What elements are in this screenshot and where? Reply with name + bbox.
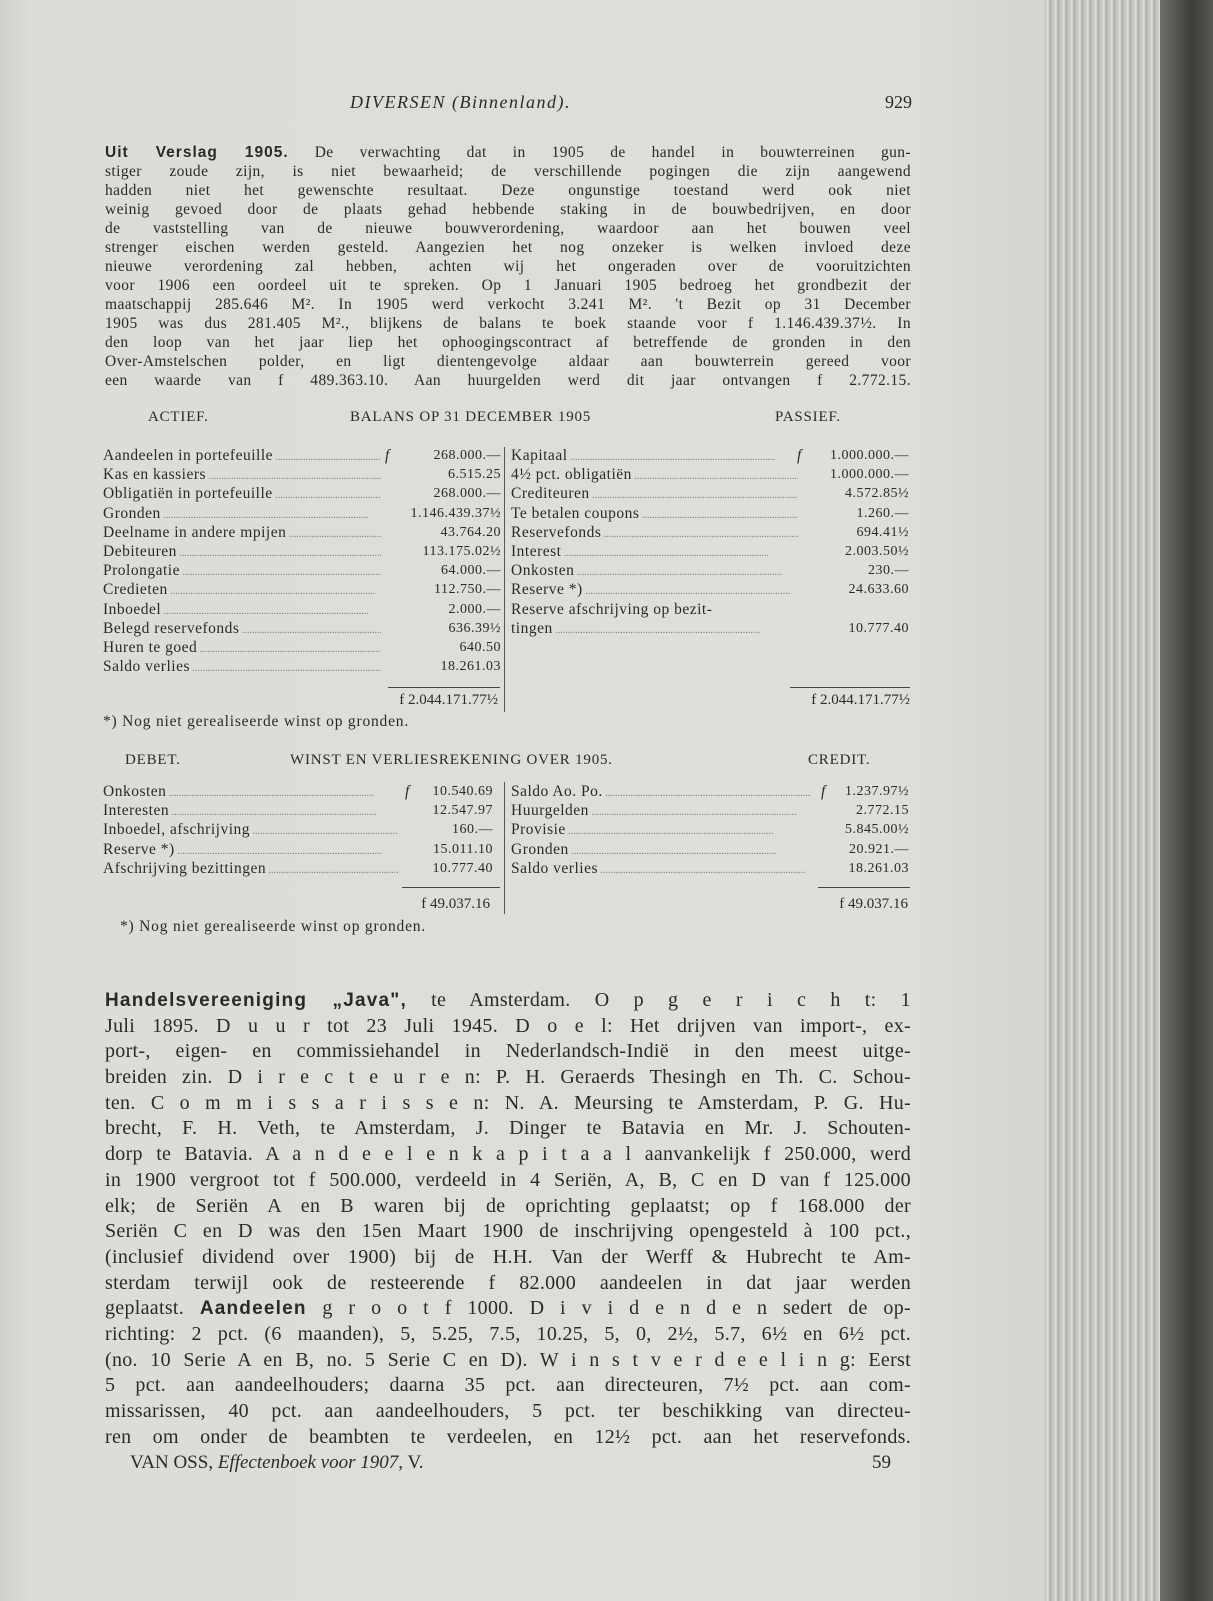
row-value: 160.— [452, 822, 493, 838]
text-run: stiger zoude zijn, is niet bewaarheid; de verschillende pogingen die zijn aangewend [105, 163, 911, 180]
row-label: Reserve *) ..... [511, 580, 798, 601]
row-value: 18.261.03 [848, 860, 909, 876]
text-run: elk; de Seriën A en B waren bij de oprichting geplaatst; op f 168.000 der [105, 1194, 911, 1217]
table-row [511, 840, 909, 859]
currency-sign: f [405, 783, 410, 800]
row-value: 12.547.97 [432, 803, 493, 819]
total-actief: f 2.044.171.77½ [399, 692, 498, 708]
table-row [103, 542, 501, 561]
text-line [105, 143, 911, 162]
text-line [105, 1091, 911, 1117]
column-divider [504, 447, 505, 712]
row-value: 640.50 [459, 640, 501, 655]
currency-sign: f [797, 447, 802, 464]
row-value: 113.175.02½ [422, 544, 501, 559]
footer-book: Effectenboek voor 1907, [217, 1452, 404, 1473]
text-line [105, 314, 911, 333]
total-passief: f 2.044.171.77½ [811, 692, 910, 708]
row-label: Prolongatie ..... [103, 561, 381, 582]
total-debet: f 49.037.16 [421, 896, 490, 912]
text-run: Juli 1895. D u u r tot 23 Juli 1945. D o e l: Het drijven van import-, ex- [105, 1014, 911, 1037]
table-row [103, 523, 501, 542]
table-row [103, 465, 501, 484]
text-run: nieuwe verordening zal hebben, achten wij het ongeraden over de vooruitzichten [105, 258, 911, 275]
table-row [511, 504, 909, 523]
text-run: g r o o t f 1000. D i v i d e n d e n sedert de op- [322, 1297, 911, 1320]
row-label: Te betalen coupons ..... [511, 504, 798, 525]
table-row [511, 446, 909, 465]
row-value: 1.000.000.— [830, 448, 909, 463]
table-row [103, 504, 501, 523]
text-line [105, 200, 911, 219]
text-run: De verwachting dat in 1905 de handel in bouwterreinen gun- [314, 144, 911, 161]
footer-author: VAN OSS, [130, 1452, 214, 1473]
running-header: DIVERSEN (Binnenland). [350, 92, 571, 112]
text-run: Over-Amstelschen polder, en ligt dientengevolge aldaar aan bouwterrein gereed voor [105, 353, 911, 370]
row-value: 268.000.— [433, 448, 501, 463]
debet-header: DEBET. [125, 752, 181, 768]
bold-run: Uit Verslag 1905. [105, 144, 289, 161]
text-run: ten. C o m m i s s a r i s s e n: N. A. Meursing te Amsterdam, P. G. Hu- [105, 1091, 911, 1114]
table-row [103, 657, 501, 676]
table-row [103, 859, 493, 878]
row-value: 15.011.10 [433, 841, 493, 857]
row-label: Reserve afschrijving op bezit- [511, 600, 713, 618]
text-run: in 1900 vergroot tot f 500.000, verdeeld in 4 Seriën, A, B, C en D van f 125.000 [105, 1168, 911, 1191]
text-line [105, 181, 911, 200]
table-row [511, 820, 909, 839]
row-value: 43.764.20 [440, 524, 501, 540]
balans-footnote: *) Nog niet gerealiseerde winst op gronden. [103, 713, 409, 730]
book-cover-edge [1160, 0, 1213, 1601]
table-row [511, 465, 909, 484]
row-label: 4½ pct. obligatiën ..... [511, 465, 798, 486]
text-run: 1905 was dus 281.405 M²., blijkens de balans te boek staande voor f 1.146.439.37½. In [105, 315, 911, 332]
bold-run: Aandeelen [199, 1298, 307, 1320]
text-run: een waarde van f 489.363.10. Aan huurgelden werd dit jaar ontvangen f 2.772.15. [105, 372, 911, 389]
java-paragraph [105, 988, 911, 1450]
text-line [105, 257, 911, 276]
row-label: Afschrijving bezittingen ..... [103, 859, 398, 880]
text-line [105, 276, 911, 295]
text-line [105, 295, 911, 314]
row-label: Inboedel ..... [103, 600, 381, 621]
row-label: Deelname in andere mpijen ..... [103, 523, 381, 544]
row-value: 10.777.40 [848, 620, 909, 636]
text-run: port-, eigen- en commissiehandel in Nederlandsch-Indië in den meest uitge- [105, 1040, 911, 1063]
text-line [105, 1014, 911, 1040]
text-run: brecht, F. H. Veth, te Amsterdam, J. Dinger te Batavia en Mr. J. Schouten- [105, 1117, 911, 1140]
text-line [105, 219, 911, 238]
table-row [511, 600, 909, 619]
table-row [511, 484, 909, 503]
row-value: 112.750.— [434, 582, 501, 598]
row-label: Aandeelen in portefeuille ..... [103, 446, 381, 467]
row-label: Interesten ..... [103, 801, 398, 822]
text-line [105, 1219, 911, 1245]
text-line [105, 1296, 911, 1322]
currency-sign: f [821, 783, 826, 800]
table-row [103, 782, 493, 801]
text-run: missarissen, 40 pct. aan aandeelhouders, 5 pct. ter beschikking van directeu- [105, 1400, 911, 1422]
row-value: 2.772.15 [856, 803, 909, 819]
text-run: 5 pct. aan aandeelhouders; daarna 35 pct. aan directeuren, 7½ pct. aan com- [105, 1374, 911, 1397]
row-label: Inboedel, afschrijving ..... [103, 820, 398, 841]
table-row [103, 580, 501, 599]
row-value: 24.633.60 [848, 582, 909, 598]
text-line [105, 238, 911, 257]
table-row [103, 484, 501, 503]
row-label: Kas en kassiers ..... [103, 465, 381, 486]
signature-mark: 59 [872, 1452, 891, 1473]
table-row [511, 782, 909, 801]
row-value: 6.515.25 [448, 467, 501, 483]
total-credit: f 49.037.16 [839, 896, 908, 912]
table-row [511, 542, 909, 561]
sum-rule [790, 687, 910, 688]
row-label: Onkosten ..... [103, 782, 398, 803]
passief-header: PASSIEF. [775, 409, 841, 425]
row-label: Obligatiën in portefeuille ..... [103, 484, 381, 505]
row-label: tingen ..... [511, 619, 798, 640]
text-line [105, 371, 911, 390]
text-line [105, 333, 911, 352]
row-value: 10.540.69 [432, 784, 493, 799]
row-value: 1.146.439.37½ [410, 505, 501, 521]
row-label: Saldo verlies ..... [511, 859, 816, 880]
winst-footnote: *) Nog niet gerealiseerde winst op gronden. [120, 918, 426, 935]
row-label: Onkosten ..... [511, 561, 798, 582]
text-line [105, 1194, 911, 1220]
text-line [105, 1142, 911, 1168]
page-footer [130, 1452, 423, 1474]
row-label: Credieten ..... [103, 580, 381, 601]
text-run: dorp te Batavia. A a n d e e l e n k a p i t a a l aanvankelijk f 250.000, werd [105, 1143, 911, 1166]
table-row [511, 523, 909, 542]
row-value: 230.— [868, 563, 909, 579]
row-value: 18.261.03 [440, 659, 501, 675]
row-label: Gronden ..... [103, 504, 381, 525]
row-value: 4.572.85½ [845, 486, 909, 502]
row-label: Saldo Ao. Po. ..... [511, 782, 816, 803]
bold-run: Handelsvereeniging „Java", [105, 990, 407, 1011]
sum-rule [818, 887, 910, 888]
row-label: Debiteuren ..... [103, 542, 381, 563]
text-run: breiden zin. D i r e c t e u r e n: P. H. Geraerds Thesingh en Th. C. Schou- [105, 1066, 911, 1089]
text-line [105, 1348, 911, 1374]
row-value: 64.000.— [441, 563, 501, 579]
text-run: weinig gevoed door de plaats gehad hebbende staking in de bouwbedrijven, en door [105, 201, 911, 218]
text-run: den loop van het jaar liep het ophoogingscontract af betreffende de gronden in den [105, 334, 911, 351]
row-label: Crediteuren ..... [511, 484, 798, 505]
row-value: 2.000.— [448, 601, 501, 617]
table-row [103, 619, 501, 638]
table-row [103, 600, 501, 619]
text-run: Seriën C en D was den 15en Maart 1900 de inschrijving opengesteld à 100 pct., [105, 1220, 911, 1243]
currency-sign: f [385, 447, 390, 464]
table-row [103, 801, 493, 820]
table-row [103, 840, 493, 859]
row-value: 636.39½ [448, 620, 501, 636]
text-line [105, 1039, 911, 1065]
row-label: Reservefonds ..... [511, 523, 798, 544]
text-line [105, 1425, 911, 1451]
text-run: te Amsterdam. O p g e r i c h t: 1 [431, 989, 911, 1011]
verslag-paragraph [105, 143, 911, 390]
row-label: Saldo verlies ..... [103, 657, 381, 678]
winst-title: WINST EN VERLIESREKENING OVER 1905. [290, 752, 613, 768]
text-line [105, 1399, 911, 1425]
row-value: 20.921.— [849, 841, 909, 857]
row-label: Gronden ..... [511, 840, 816, 861]
actief-header: ACTIEF. [148, 409, 209, 425]
row-value: 1.260.— [856, 505, 909, 521]
text-run: richting: 2 pct. (6 maanden), 5, 5.25, 7.5, 10.25, 5, 0, 2½, 5.7, 6½ en 6½ pct. [105, 1322, 911, 1345]
text-run: sterdam terwijl ook de resteerende f 82.000 aandeelen in dat jaar werden [105, 1271, 911, 1294]
row-label: Huren te goed ..... [103, 638, 381, 659]
sum-rule [388, 687, 500, 688]
row-value: 694.41½ [856, 524, 909, 540]
text-run: de vaststelling van de nieuwe bouwverordening, waardoor aan het bouwen veel [105, 220, 911, 237]
balans-title: BALANS OP 31 DECEMBER 1905 [350, 409, 592, 425]
row-label: Interest ..... [511, 542, 798, 563]
row-value: 1.000.000.— [830, 467, 909, 483]
text-run: (inclusief dividend over 1900) bij de H.H. Van der Werff & Hubrecht te Am- [105, 1245, 911, 1268]
text-line [105, 352, 911, 371]
table-row [103, 561, 501, 580]
row-label: Provisie ..... [511, 820, 816, 841]
column-divider [504, 782, 505, 914]
text-line [105, 1116, 911, 1142]
page-number: 929 [885, 92, 912, 112]
text-line [105, 162, 911, 181]
table-row [103, 820, 493, 839]
text-line [105, 1168, 911, 1194]
text-line [105, 1065, 911, 1091]
text-run: strenger eischen werden gesteld. Aangezien het nog onzeker is welken invloed deze [105, 239, 911, 256]
text-run: hadden niet het gewenschte resultaat. Deze ongunstige toestand werd ook niet [105, 182, 911, 199]
text-line [105, 1373, 911, 1399]
table-row [511, 859, 909, 878]
row-label: Kapitaal ..... [511, 446, 798, 467]
text-run: geplaatst. [105, 1297, 185, 1320]
table-row [511, 580, 909, 599]
text-run: voor 1906 een oordeel uit te spreken. Op 1 Januari 1905 bedroeg het grondbezit der [105, 277, 911, 294]
row-value: 268.000.— [433, 486, 501, 502]
footer-volume: V. [407, 1452, 424, 1473]
table-row [103, 638, 501, 657]
row-label: Reserve *) ..... [103, 840, 398, 861]
text-line [105, 1245, 911, 1271]
text-run: ren om onder de beambten te verdeelen, en 12½ pct. aan het reservefonds. [105, 1425, 911, 1448]
row-value: 1.237.97½ [845, 784, 909, 799]
text-run: (no. 10 Serie A en B, no. 5 Serie C en D). W i n s t v e r d e e l i n g: Eerst [105, 1348, 911, 1371]
table-row [103, 446, 501, 465]
row-label: Belegd reservefonds ..... [103, 619, 381, 640]
text-line [105, 988, 911, 1014]
row-value: 2.003.50½ [845, 544, 909, 559]
row-value: 5.845.00½ [845, 822, 909, 838]
row-label: Huurgelden ..... [511, 801, 816, 822]
table-row [511, 619, 909, 638]
text-line [105, 1322, 911, 1348]
credit-header: CREDIT. [808, 752, 871, 768]
row-value: 10.777.40 [432, 860, 493, 876]
text-run: maatschappij 285.646 M². In 1905 werd verkocht 3.241 M². 't Bezit op 31 December [105, 296, 911, 313]
sum-rule [402, 887, 500, 888]
text-line [105, 1271, 911, 1297]
table-row [511, 801, 909, 820]
table-row [511, 561, 909, 580]
